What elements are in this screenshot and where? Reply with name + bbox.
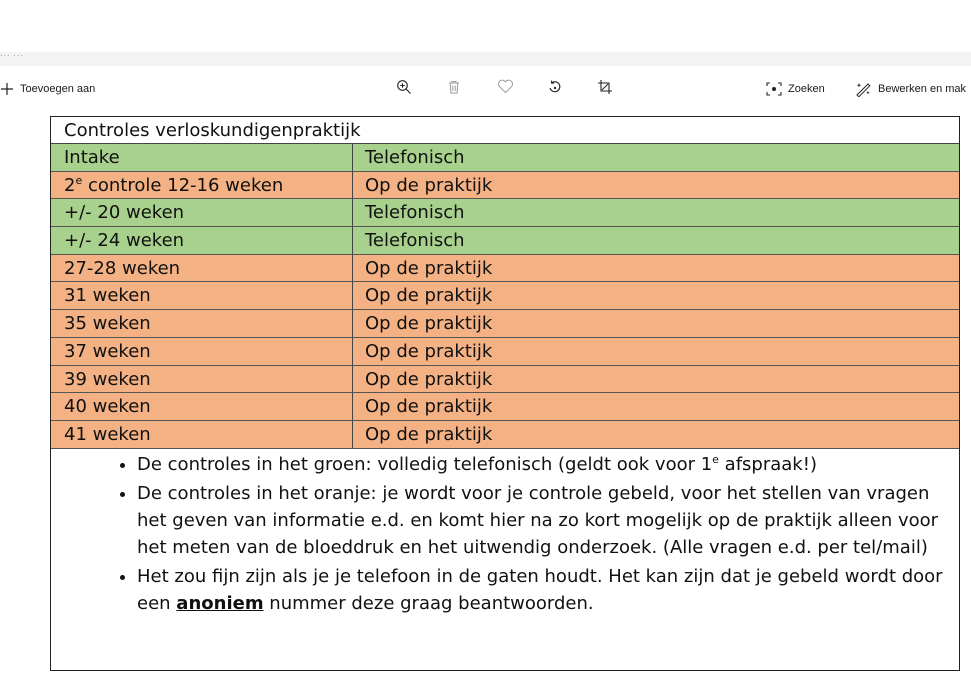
edit-create-button[interactable] — [855, 78, 966, 100]
row-when: +/- 20 weken — [51, 199, 353, 226]
zoom-in-button[interactable] — [393, 78, 415, 100]
delete-button[interactable] — [443, 78, 465, 100]
note-emphasis: anoniem — [176, 592, 264, 614]
list-item — [137, 451, 945, 478]
row-when-number: 2 — [64, 174, 76, 196]
row-how: Op de praktijk — [365, 257, 493, 279]
row-when-rest: controle 12-16 weken — [82, 174, 284, 196]
note-text: Het zou fijn zijn als je je telefoon in de gaten houdt. Het kan zijn dat je gebeld wordt door een — [137, 565, 943, 614]
table-row — [51, 421, 959, 449]
schedule-document — [50, 116, 960, 671]
table-row — [51, 199, 959, 227]
visual-search-button[interactable] — [766, 78, 825, 100]
table-row — [51, 144, 959, 172]
row-when: 41 weken — [51, 421, 353, 448]
row-when: +/- 24 weken — [51, 227, 353, 254]
row-how: Telefonisch — [365, 230, 465, 252]
trash-icon — [446, 79, 462, 100]
scan-search-icon — [766, 82, 782, 96]
row-how: Op de praktijk — [365, 368, 493, 390]
list-item — [137, 563, 945, 617]
visual-search-label: Zoeken — [788, 83, 825, 95]
row-when: 40 weken — [51, 393, 353, 420]
note-text: De controles in het groen: volledig telefonisch (geldt ook voor 1 — [137, 453, 713, 475]
row-when: 31 weken — [51, 282, 353, 309]
table-row — [51, 172, 959, 200]
row-when: 35 weken — [51, 310, 353, 337]
row-how: Telefonisch — [365, 147, 465, 168]
row-how: Telefonisch — [365, 202, 465, 224]
rotate-icon — [547, 79, 563, 100]
edit-create-label: Bewerken en mak — [878, 83, 967, 95]
row-when: Intake — [51, 144, 353, 171]
list-item — [137, 480, 945, 561]
crop-icon — [597, 79, 613, 100]
table-row — [51, 310, 959, 338]
row-when — [51, 172, 353, 199]
table-row — [51, 282, 959, 310]
plus-icon — [0, 82, 14, 96]
row-how: Op de praktijk — [365, 174, 493, 196]
table-row — [51, 366, 959, 394]
note-text-end: afspraak!) — [718, 453, 817, 475]
row-how: Op de praktijk — [365, 313, 493, 335]
window-top-area — [0, 0, 971, 56]
add-to-label: Toevoegen aan — [20, 83, 96, 95]
row-when: 37 weken — [51, 338, 353, 365]
table-row — [51, 393, 959, 421]
note-text: De controles in het oranje: je wordt voor je controle gebeld, voor het stellen van vragen het geven van informatie e.d. en komt hier na zo kort mogelijk op de praktijk alleen voor het meten van de bloeddruk en het uitwendig onderzoek. (Alle vragen e.d. per tel/mail) — [137, 482, 939, 558]
file-name-strip — [0, 48, 971, 66]
row-when: 27-28 weken — [51, 255, 353, 282]
table-title: Controles verloskundigenpraktijk — [51, 117, 959, 144]
heart-icon — [497, 79, 514, 99]
add-to-button[interactable] — [0, 78, 95, 100]
note-superscript: e — [712, 452, 719, 466]
notes-list — [95, 451, 945, 617]
row-how: Op de praktijk — [365, 423, 493, 445]
row-when-superscript: e — [75, 173, 83, 187]
rotate-button[interactable] — [544, 78, 566, 100]
row-when: 39 weken — [51, 366, 353, 393]
table-row — [51, 227, 959, 255]
edit-sparkle-icon — [855, 81, 872, 97]
crop-button[interactable] — [594, 78, 616, 100]
viewer-toolbar — [0, 70, 971, 108]
row-how: Op de praktijk — [365, 340, 493, 362]
favorite-button[interactable] — [494, 78, 516, 100]
table-row — [51, 338, 959, 366]
table-row — [51, 255, 959, 283]
row-how: Op de praktijk — [365, 396, 493, 418]
zoom-in-icon — [396, 79, 412, 100]
file-name-text: ... ... — [0, 48, 24, 58]
notes-section — [51, 449, 959, 617]
note-text-end: nummer deze graag beantwoorden. — [263, 592, 594, 614]
row-how: Op de praktijk — [365, 285, 493, 307]
